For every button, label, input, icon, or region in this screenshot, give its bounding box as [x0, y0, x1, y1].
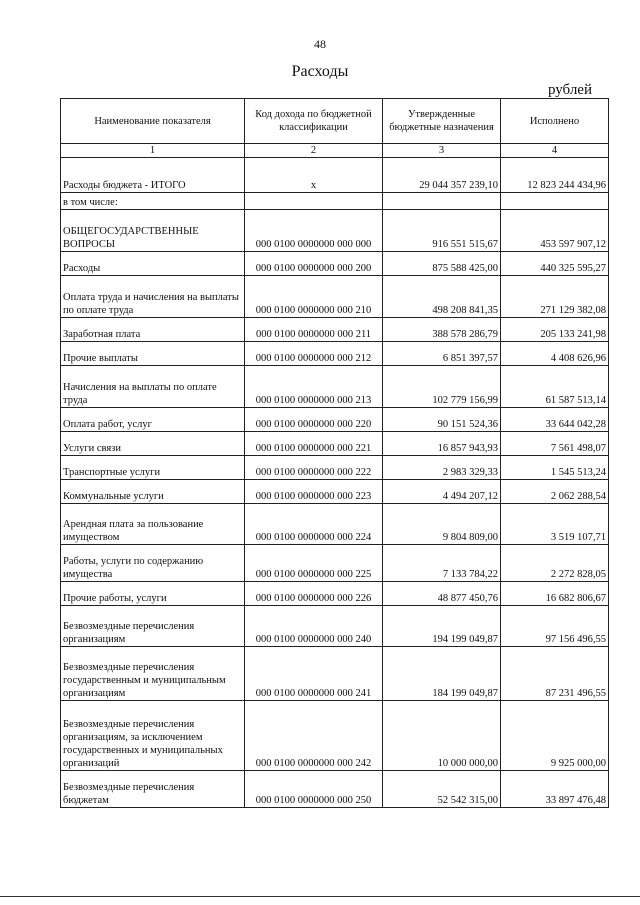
table-index-row — [61, 144, 609, 158]
table-row — [61, 771, 609, 808]
table-row — [61, 408, 609, 432]
row-executed-cell: 33 644 042,28 — [501, 408, 609, 432]
row-executed-cell: 97 156 496,55 — [501, 606, 609, 647]
row-code-cell: 000 0100 0000000 000 224 — [245, 504, 383, 545]
row-code-cell: 000 0100 0000000 000 240 — [245, 606, 383, 647]
row-executed-cell: 2 062 288,54 — [501, 480, 609, 504]
row-code-cell: 000 0100 0000000 000 241 — [245, 647, 383, 701]
row-code-cell: 000 0100 0000000 000 210 — [245, 276, 383, 318]
row-approved-cell: 16 857 943,93 — [383, 432, 501, 456]
row-executed-cell: 16 682 806,67 — [501, 582, 609, 606]
table-row — [61, 252, 609, 276]
footer-divider — [0, 896, 640, 897]
table-row — [61, 158, 609, 193]
row-code-cell: 000 0100 0000000 000 226 — [245, 582, 383, 606]
row-name-cell: Коммунальные услуги — [61, 480, 245, 504]
row-code-cell: 000 0100 0000000 000 225 — [245, 545, 383, 582]
row-name-cell: Заработная плата — [61, 318, 245, 342]
table-row — [61, 606, 609, 647]
row-name-cell: Транспортные услуги — [61, 456, 245, 480]
row-approved-cell: 90 151 524,36 — [383, 408, 501, 432]
header-name: Наименование показателя — [61, 99, 245, 144]
row-executed-cell: 61 587 513,14 — [501, 366, 609, 408]
row-name-cell: Безвозмездные перечисления организациям, за исключением государственных и муниципальных организаций — [61, 701, 245, 771]
table-row — [61, 647, 609, 701]
expenses-table — [60, 98, 609, 808]
table-row — [61, 456, 609, 480]
row-name-cell: Начисления на выплаты по оплате труда — [61, 366, 245, 408]
row-approved-cell: 498 208 841,35 — [383, 276, 501, 318]
row-executed-cell: 12 823 244 434,96 — [501, 158, 609, 193]
row-code-cell: х — [245, 158, 383, 193]
row-code-cell: 000 0100 0000000 000 222 — [245, 456, 383, 480]
page-title: Расходы — [291, 63, 349, 80]
row-approved-cell: 9 804 809,00 — [383, 504, 501, 545]
row-name-cell: Работы, услуги по содержанию имущества — [61, 545, 245, 582]
row-code-cell: 000 0100 0000000 000 212 — [245, 342, 383, 366]
table-row — [61, 276, 609, 318]
row-code-cell: 000 0100 0000000 000 221 — [245, 432, 383, 456]
row-name-cell: Безвозмездные перечисления государственным и муниципальным организациям — [61, 647, 245, 701]
row-code-cell: 000 0100 0000000 000 200 — [245, 252, 383, 276]
page-number: 48 — [314, 37, 326, 51]
row-name-cell: Оплата труда и начисления на выплаты по оплате труда — [61, 276, 245, 318]
table-row — [61, 504, 609, 545]
row-name-cell: в том числе: — [61, 193, 245, 210]
row-name-cell: Прочие выплаты — [61, 342, 245, 366]
row-name-cell: Безвозмездные перечисления организациям — [61, 606, 245, 647]
row-executed-cell: 33 897 476,48 — [501, 771, 609, 808]
row-approved-cell: 194 199 049,87 — [383, 606, 501, 647]
row-code-cell: 000 0100 0000000 000 211 — [245, 318, 383, 342]
row-name-cell: Расходы бюджета - ИТОГО — [61, 158, 245, 193]
index-cell: 4 — [501, 144, 609, 158]
row-approved-cell: 102 779 156,99 — [383, 366, 501, 408]
row-name-cell: ОБЩЕГОСУДАРСТВЕННЫЕ ВОПРОСЫ — [61, 210, 245, 252]
row-executed-cell: 9 925 000,00 — [501, 701, 609, 771]
row-code-cell: 000 0100 0000000 000 220 — [245, 408, 383, 432]
row-executed-cell: 453 597 907,12 — [501, 210, 609, 252]
row-name-cell: Оплата работ, услуг — [61, 408, 245, 432]
row-approved-cell: 2 983 329,33 — [383, 456, 501, 480]
row-executed-cell: 440 325 595,27 — [501, 252, 609, 276]
row-executed-cell: 3 519 107,71 — [501, 504, 609, 545]
row-code-cell: 000 0100 0000000 000 242 — [245, 701, 383, 771]
row-code-cell — [245, 193, 383, 210]
row-name-cell: Расходы — [61, 252, 245, 276]
row-executed-cell — [501, 193, 609, 210]
header-approved: Утвержденные бюджетные назначения — [383, 99, 501, 144]
row-approved-cell: 29 044 357 239,10 — [383, 158, 501, 193]
header-code: Код дохода по бюджетной классификации — [245, 99, 383, 144]
row-approved-cell: 388 578 286,79 — [383, 318, 501, 342]
table-row — [61, 545, 609, 582]
row-executed-cell: 271 129 382,08 — [501, 276, 609, 318]
index-cell: 3 — [383, 144, 501, 158]
header-executed: Исполнено — [501, 99, 609, 144]
row-executed-cell: 1 545 513,24 — [501, 456, 609, 480]
row-approved-cell: 875 588 425,00 — [383, 252, 501, 276]
table-header-row — [61, 99, 609, 144]
row-approved-cell: 7 133 784,22 — [383, 545, 501, 582]
row-name-cell: Прочие работы, услуги — [61, 582, 245, 606]
row-executed-cell: 7 561 498,07 — [501, 432, 609, 456]
table-row — [61, 366, 609, 408]
row-name-cell: Услуги связи — [61, 432, 245, 456]
table-row — [61, 701, 609, 771]
row-executed-cell: 205 133 241,98 — [501, 318, 609, 342]
row-name-cell: Безвозмездные перечисления бюджетам — [61, 771, 245, 808]
row-code-cell: 000 0100 0000000 000 250 — [245, 771, 383, 808]
units-label: рублей — [547, 82, 592, 98]
table-row — [61, 318, 609, 342]
row-executed-cell: 2 272 828,05 — [501, 545, 609, 582]
row-code-cell: 000 0100 0000000 000 000 — [245, 210, 383, 252]
table-row — [61, 480, 609, 504]
table-row — [61, 210, 609, 252]
index-cell: 1 — [61, 144, 245, 158]
row-approved-cell: 48 877 450,76 — [383, 582, 501, 606]
row-approved-cell — [383, 193, 501, 210]
row-approved-cell: 916 551 515,67 — [383, 210, 501, 252]
table-row — [61, 342, 609, 366]
row-approved-cell: 6 851 397,57 — [383, 342, 501, 366]
table-row — [61, 193, 609, 210]
row-name-cell: Арендная плата за пользование имуществом — [61, 504, 245, 545]
row-approved-cell: 10 000 000,00 — [383, 701, 501, 771]
row-executed-cell: 4 408 626,96 — [501, 342, 609, 366]
row-approved-cell: 184 199 049,87 — [383, 647, 501, 701]
row-code-cell: 000 0100 0000000 000 213 — [245, 366, 383, 408]
table-row — [61, 582, 609, 606]
row-approved-cell: 4 494 207,12 — [383, 480, 501, 504]
table-row — [61, 432, 609, 456]
row-approved-cell: 52 542 315,00 — [383, 771, 501, 808]
row-executed-cell: 87 231 496,55 — [501, 647, 609, 701]
row-code-cell: 000 0100 0000000 000 223 — [245, 480, 383, 504]
index-cell: 2 — [245, 144, 383, 158]
